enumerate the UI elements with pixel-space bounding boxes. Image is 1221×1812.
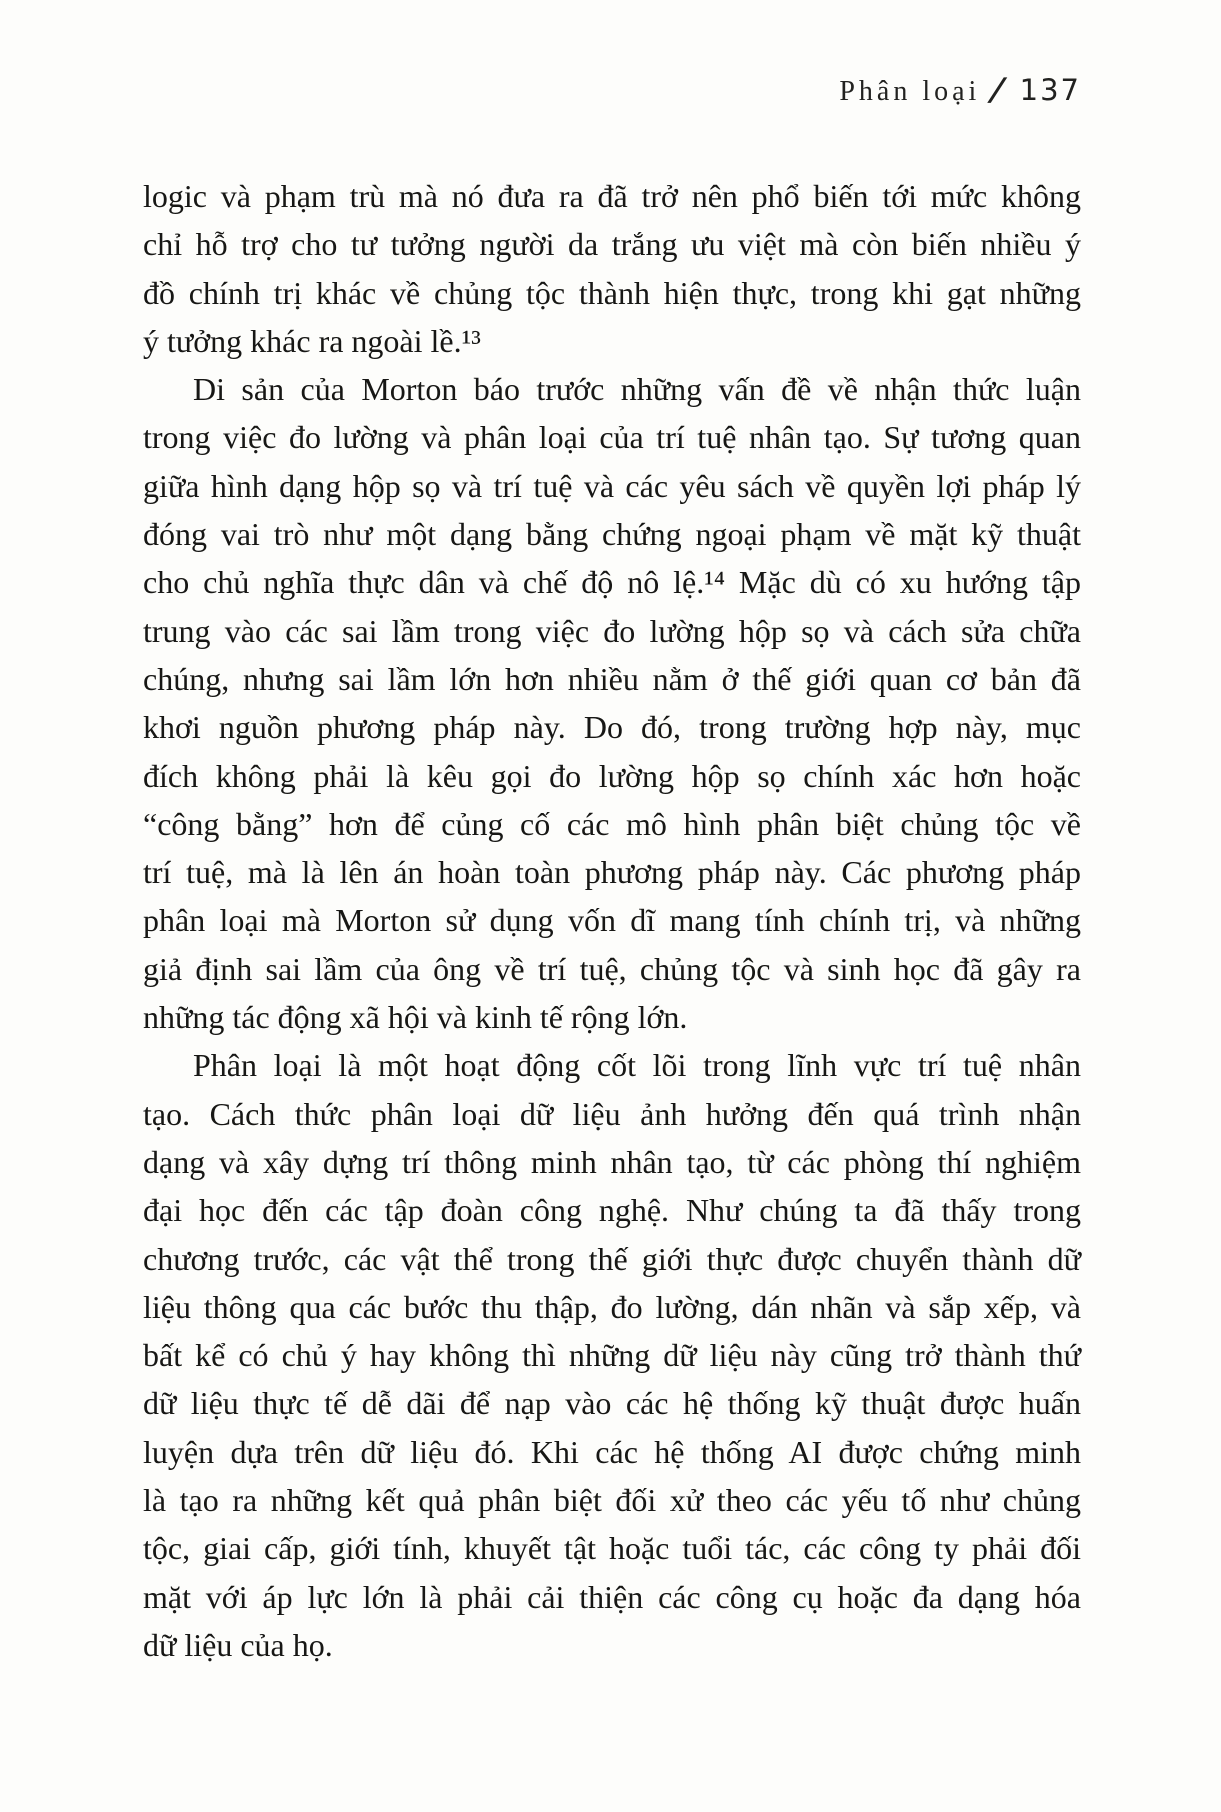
text-line: chỉ hỗ trợ cho tư tưởng người da trắng ưu việt mà còn biến nhiều ý (143, 226, 1081, 263)
text-line: giả định sai lầm của ông về trí tuệ, chủng tộc và sinh học đã gây ra (143, 950, 1081, 987)
text-line: liệu thông qua các bước thu thập, đo lường, dán nhãn và sắp xếp, và (143, 1288, 1081, 1325)
text-line: luyện dựa trên dữ liệu đó. Khi các hệ thống AI được chứng minh (143, 1433, 1081, 1470)
text-line: tạo. Cách thức phân loại dữ liệu ảnh hưởng đến quá trình nhận (143, 1095, 1081, 1132)
text-line: ý tưởng khác ra ngoài lề.¹³ (143, 322, 481, 359)
text-line: trong việc đo lường và phân loại của trí tuệ nhân tạo. Sự tương quan (143, 419, 1081, 456)
text-line: cho chủ nghĩa thực dân và chế độ nô lệ.¹⁴ Mặc dù có xu hướng tập (143, 564, 1081, 601)
text-line: dữ liệu của họ. (143, 1626, 333, 1663)
text-line: “công bằng” hơn để củng cố các mô hình phân biệt chủng tộc về (143, 805, 1081, 842)
text-line: chương trước, các vật thể trong thế giới thực được chuyển thành dữ (143, 1240, 1081, 1277)
body-text (143, 172, 1081, 1669)
paragraph-3 (143, 1041, 1081, 1669)
text-line: chúng, nhưng sai lầm lớn hơn nhiều nằm ở thế giới quan cơ bản đã (143, 660, 1081, 697)
text-line: đồ chính trị khác về chủng tộc thành hiện thực, trong khi gạt những (143, 274, 1081, 311)
text-line: trung vào các sai lầm trong việc đo lường hộp sọ và cách sửa chữa (143, 612, 1081, 649)
text-line: tộc, giai cấp, giới tính, khuyết tật hoặc tuổi tác, các công ty phải đối (143, 1530, 1081, 1567)
text-line: giữa hình dạng hộp sọ và trí tuệ và các yêu sách về quyền lợi pháp lý (143, 467, 1081, 504)
paragraph-1 (143, 172, 1081, 365)
text-line: đích không phải là kêu gọi đo lường hộp sọ chính xác hơn hoặc (143, 757, 1081, 794)
text-line: Di sản của Morton báo trước những vấn đề về nhận thức luận (193, 371, 1081, 408)
text-line: những tác động xã hội và kinh tế rộng lớn. (143, 999, 688, 1036)
header-slash: / (989, 72, 1007, 108)
text-line: đóng vai trò như một dạng bằng chứng ngoại phạm về mặt kỹ thuật (143, 516, 1081, 553)
section-title: Phân loại (839, 76, 981, 107)
text-line: mặt với áp lực lớn là phải cải thiện các công cụ hoặc đa dạng hóa (143, 1578, 1081, 1615)
text-line: là tạo ra những kết quả phân biệt đối xử theo các yếu tố như chủng (143, 1482, 1081, 1519)
text-line: phân loại mà Morton sử dụng vốn dĩ mang tính chính trị, và những (143, 902, 1081, 939)
text-line: Phân loại là một hoạt động cốt lõi trong lĩnh vực trí tuệ nhân (193, 1047, 1081, 1084)
text-line: bất kể có chủ ý hay không thì những dữ liệu này cũng trở thành thứ (143, 1337, 1081, 1374)
running-header (143, 72, 1081, 108)
paragraph-2 (143, 365, 1081, 1041)
text-line: dạng và xây dựng trí thông minh nhân tạo, từ các phòng thí nghiệm (143, 1143, 1081, 1180)
page-number: 137 (1019, 73, 1081, 107)
text-line: đại học đến các tập đoàn công nghệ. Như chúng ta đã thấy trong (143, 1192, 1081, 1229)
text-line: logic và phạm trù mà nó đưa ra đã trở nên phổ biến tới mức không (143, 178, 1081, 214)
text-line: trí tuệ, mà là lên án hoàn toàn phương pháp này. Các phương pháp (143, 854, 1081, 891)
text-line: dữ liệu thực tế dễ dãi để nạp vào các hệ thống kỹ thuật được huấn (143, 1385, 1081, 1422)
text-line: khơi nguồn phương pháp này. Do đó, trong trường hợp này, mục (143, 709, 1081, 746)
